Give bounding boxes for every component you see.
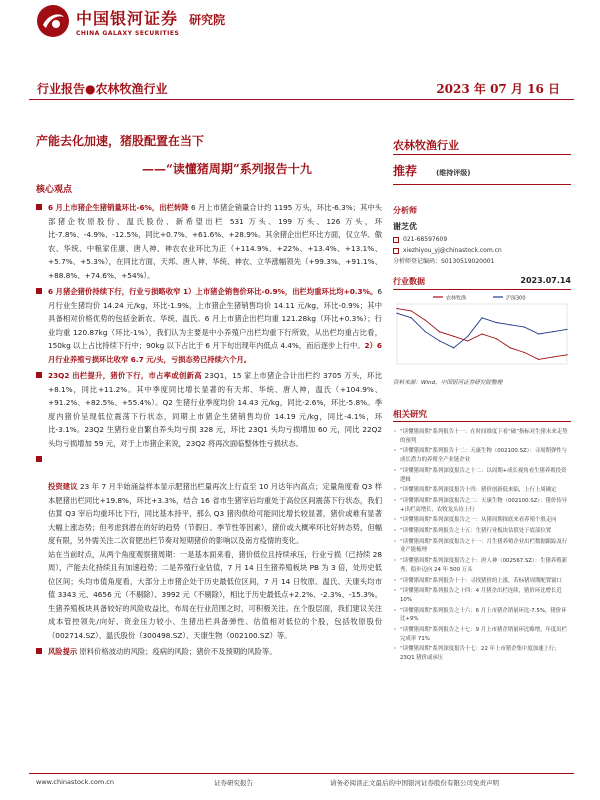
footer-site[interactable]: www.chinastock.com.cn (36, 778, 114, 786)
series-point (481, 333, 482, 334)
series-point (396, 308, 397, 309)
series-point (467, 336, 468, 337)
brand-english: CHINA GALAXY SECURITIES (76, 30, 180, 37)
related-report-item[interactable]: · “读懂猪周期”系列深度报告之十二：以周期+成长视角看生猪养殖投资逻辑 (393, 467, 571, 484)
analyst-cert: 分析师登记编码：S0130519020001 (393, 258, 495, 265)
series-point (538, 359, 539, 360)
divider (393, 184, 571, 185)
paragraph-text: 原料价格波动的风险；疫病的风险；猪价不及预期的风险等。 (77, 647, 277, 656)
analyst-email[interactable]: xiezhiyou_yj@chinastock.com.cn (403, 247, 502, 254)
series-point (496, 322, 497, 323)
series-point (453, 347, 454, 348)
series-point (411, 317, 412, 318)
series-point (538, 333, 539, 334)
related-report-item[interactable]: · “读懂猪周期”系列报告之十六：6 月上市猪企销量环比-7.5%，猪价环比+9% (393, 607, 571, 624)
series-point (411, 310, 412, 311)
series-point (566, 354, 567, 355)
related-report-item[interactable]: · “读懂猪周期”系列报告十一：在时间维度下看“破”指标对生猪未来走势的预判 (393, 428, 571, 445)
rating (393, 160, 571, 180)
related-research-heading: 相关研究 (393, 410, 428, 420)
rating-note: (维持评级) (436, 169, 471, 177)
report-type: 行业报告●农林牧渔行业 (37, 82, 168, 96)
brand-dept: 研究院 (189, 13, 226, 27)
series-point (425, 320, 426, 321)
bullet-icon (36, 372, 42, 378)
related-report-item[interactable]: · “读懂猪周期”系列报告之十四：4 月猪企出栏连续，猪价环比增长近 10% (393, 587, 571, 604)
legend-label: 沪深300 (506, 295, 526, 302)
related-report-item[interactable]: · “读懂猪周期”系列深度报告十四：猪价创新低来临，上行上周确定 (393, 486, 571, 495)
series-point (566, 329, 567, 330)
related-report-item[interactable]: · “读懂猪周期”系列报告十十：寻找猪价的上涨，若标猪周期配置窗口 (393, 577, 571, 586)
title-bar (29, 78, 574, 100)
footer-disclaimer: 请务必阅读正文最后的中国银河证券股份有限公司免责声明 (330, 779, 499, 787)
report-title: 产能去化加速，猪股配置在当下 (36, 134, 205, 148)
market-data-date: 2023.07.14 (520, 276, 571, 285)
galaxy-logo-icon (36, 4, 70, 38)
paragraph-lead: 23Q2 出栏提升，猪价下行，市占率或创新高 (48, 371, 202, 380)
related-report-item[interactable]: · “读懂猪周期”系列深度报告十七：22 年上市猪企集中度加速上行；23Q1 猪价或承压 (393, 645, 571, 662)
series-point (524, 326, 525, 327)
core-views (36, 201, 382, 662)
related-report-item[interactable]: · “读懂猪周期”系列报告十二：天康生物（002100.SZ）：寻周期弹性与成长潜力的养殖全产业链企业 (393, 447, 571, 464)
paragraph-price (36, 285, 382, 366)
report-header (0, 0, 600, 46)
related-report-item[interactable]: · “读懂猪周期”系列报告之十七：9 月上市猪企销量环比略增，年度出栏完成率 71% (393, 626, 571, 643)
paragraph-text: 6 月行业生猪均价 14.24 元/kg，环比-1.9%，上市猪企生猪销售均价 14.11 元/kg，环比-0.9%；其中具备相对价格优势的包括金新农、华统、温氏。6 月上市猪企出栏均重 121.28kg（环比+0.3%）；行业均重 120.87kg（环比-1%），我们认为主要是中小养殖户出栏均重下行所致，从出栏均重占比看，150kg 以上占比持续下行中；90kg 以下占比于 6 月下旬出现年内低点 4.4%，而后逐步上行中。 (48, 287, 382, 350)
paragraph-tail: 2）6 月行业养殖亏损环比收窄 6.7 元/头，亏损态势已持续六个月。 (48, 341, 383, 364)
divider (393, 421, 571, 422)
series-point (552, 356, 553, 357)
divider (393, 289, 571, 290)
bullet-icon (36, 288, 42, 294)
bullet-icon (36, 648, 42, 654)
paragraph-lead: 投资建议 (48, 482, 78, 491)
paragraph-text: 23 年 7 月半始涌益样本显示肥猪出栏量再次上行直至 10 月达年内高点；定量角度看 Q3 样本肥猪出栏同比+19.8%，环比+3.3%，结合 16 省市生猪宰后均重处于高位区间震荡下行状态，我们估算 Q3 宰后均重环比下行，同比基本持平，那么 Q3 猪肉供给可能同比增长较显著，猪价或难有显著大幅上涨态势；但考虑到潜在的好的趋势（节假日、季节性等因素），猪价或大概率环比好转态势，但幅度有限，另外需关注二次育肥出栏节奏对短期猪价的影响以及南方疫情的变化。 站在当前时点，从两个角度观察猪周期：一是基本面来看，猪价低位且持续承压，行业亏损（已持续 28 周），产能去化持续且有加速趋势；二是养殖行业估值，7 月 14 日生猪养殖板块 PB 为 3 倍，处历史低位区间；头均市值角度看，大部分上市猪企处于历史最低位区间，7 月 14 日牧原、温氏、天康头均市值 3343 元、4656 元（不剔除）、3992 元（不剔除），相比于历史最低点+2.2%、-2.3%、-15.3%。生猪养殖板块具备较好的风险收益比，布局在行业范围之时，可积极关注。在个股层面，我们建议关注成本管控领先/向好、资金压力较小、生猪出栏具备弹性、估值相对低位的个股，包括牧原股份（002714.SZ）、温氏股份（300498.SZ）、天康生物（002100.SZ）等。 (48, 482, 382, 640)
section-heading: 核心观点 (36, 185, 73, 195)
divider (393, 154, 571, 155)
footer-divider (29, 773, 574, 774)
series-point (510, 324, 511, 325)
index-chart (393, 292, 571, 372)
paragraph-lead: 风险提示 (48, 647, 78, 656)
market-data-heading (393, 276, 571, 287)
paragraph-lead: 6 月猪企猪价持续下行，行业亏损略收窄 1）上市猪企销售价环比-0.9%，出栏均重环比均+0.3%。 (48, 287, 378, 296)
bullet-icon (36, 456, 42, 462)
series-point (425, 331, 426, 332)
paragraph-investment (36, 453, 382, 642)
paragraph-sales (36, 201, 382, 282)
analyst-heading: 分析师 (393, 206, 417, 215)
report-date: 2023 年 07 月 16 日 (436, 82, 560, 96)
related-research-list (393, 428, 571, 665)
analyst-phone: 021-68597609 (403, 236, 448, 243)
email-icon (393, 248, 399, 254)
related-report-item[interactable]: · “读懂猪周期”系列深度报告之十：唐人神（002567.SZ）：生猪养殖新秀，稳步迈向 24 年 500 万头 (393, 557, 571, 574)
related-report-item[interactable]: · “读懂猪周期”系列深度报告之二：天康生物（002100.SZ）：猪价传导+出栏高增长，农牧龙头待上行 (393, 497, 571, 514)
related-report-item[interactable]: · “读懂猪周期”系列深度报告之一：从猪周期探底来看养殖个股走向 (393, 516, 571, 525)
analyst-contact (393, 234, 571, 267)
series-point (453, 336, 454, 337)
series-point (439, 340, 440, 341)
paragraph-q2 (36, 369, 382, 450)
related-report-item[interactable]: · “读懂猪周期”系列深度报告之十一：月生猪养殖企业出栏数据跟踪及行业产能梳理 (393, 538, 571, 555)
footer-center: 证券研究报告 (214, 779, 253, 787)
bullet-icon (36, 204, 42, 210)
report-subtitle: ——“读懂猪周期”系列报告十九 (142, 162, 312, 176)
series-point (396, 313, 397, 314)
brand (76, 6, 225, 37)
analyst-name: 谢芝优 (393, 222, 417, 231)
series-point (510, 347, 511, 348)
series-point (439, 331, 440, 332)
series-point (552, 331, 553, 332)
series-point (524, 352, 525, 353)
rating-value: 推荐 (393, 164, 418, 178)
brand-name: 中国银河证券 (76, 9, 179, 28)
related-report-item[interactable]: · “读懂猪周期”系列报告之十五：生猪行业板块估值处于底部位置 (393, 527, 571, 536)
chart-source: 资料来源：Wind、中国银河证券研究院整理 (393, 380, 503, 386)
legend-label: 农林牧渔 (446, 295, 467, 302)
series-point (467, 340, 468, 341)
phone-icon (393, 237, 399, 243)
paragraph-risk (36, 645, 382, 659)
paragraph-lead: 6 月上市猪企生猪销量环比-6%，出栏转降 (48, 203, 189, 212)
industry-name: 农林牧渔行业 (393, 139, 459, 152)
series-point (496, 338, 497, 339)
market-data-title: 行业数据 (393, 277, 425, 286)
paragraph-text: 6 月上市猪企销量合计约 1195 万头，环比-6.3%；其中头部猪企牧原股份、温氏股份、新希望出栏 531 万头、199 万头、126 万头，环比-7.8%、-4.9%、-12.5%，同比+0.7%、+61.6%、+28.9%。其余猪企出栏环比方面，仅立华、傲农、华统、中粮家佳康、唐人神、神农农业环比为正（+114.9%、+22%、+13.4%、+13.1%、+5.7%、+5.3%），在同比方面，天邦、唐人神、华统、神农、立华涨幅领先（+99.3%、+91.1%、+88.8%、+74.6%、+54%）。 (48, 203, 382, 280)
series-point (481, 317, 482, 318)
paragraph-text: 23Q1，15 家上市猪企合计出栏约 3705 万头，环比+8.1%，同比+11.2%。其中季度同比增长显著的有天邦、华统、唐人神，温氏（+104.9%、+91.2%、+82.5%、+55.4%）。Q2 生猪行业季度均价 14.43 元/kg，同比-2.6%，环比-5.8%。季度内猪价呈现低位震荡下行状态，同期上市猪企生猪销售均价 14.19 元/kg，同比-4.1%，环比-3.1%。23Q2 生猪行业自繁自养头均亏损 328 元，环比 23Q1 头均亏损增加 60 元，同比 22Q2 头均亏损增加 59 元，对于上市猪企来说，23Q2 将再次面临整体性亏损状态。 (48, 371, 382, 448)
